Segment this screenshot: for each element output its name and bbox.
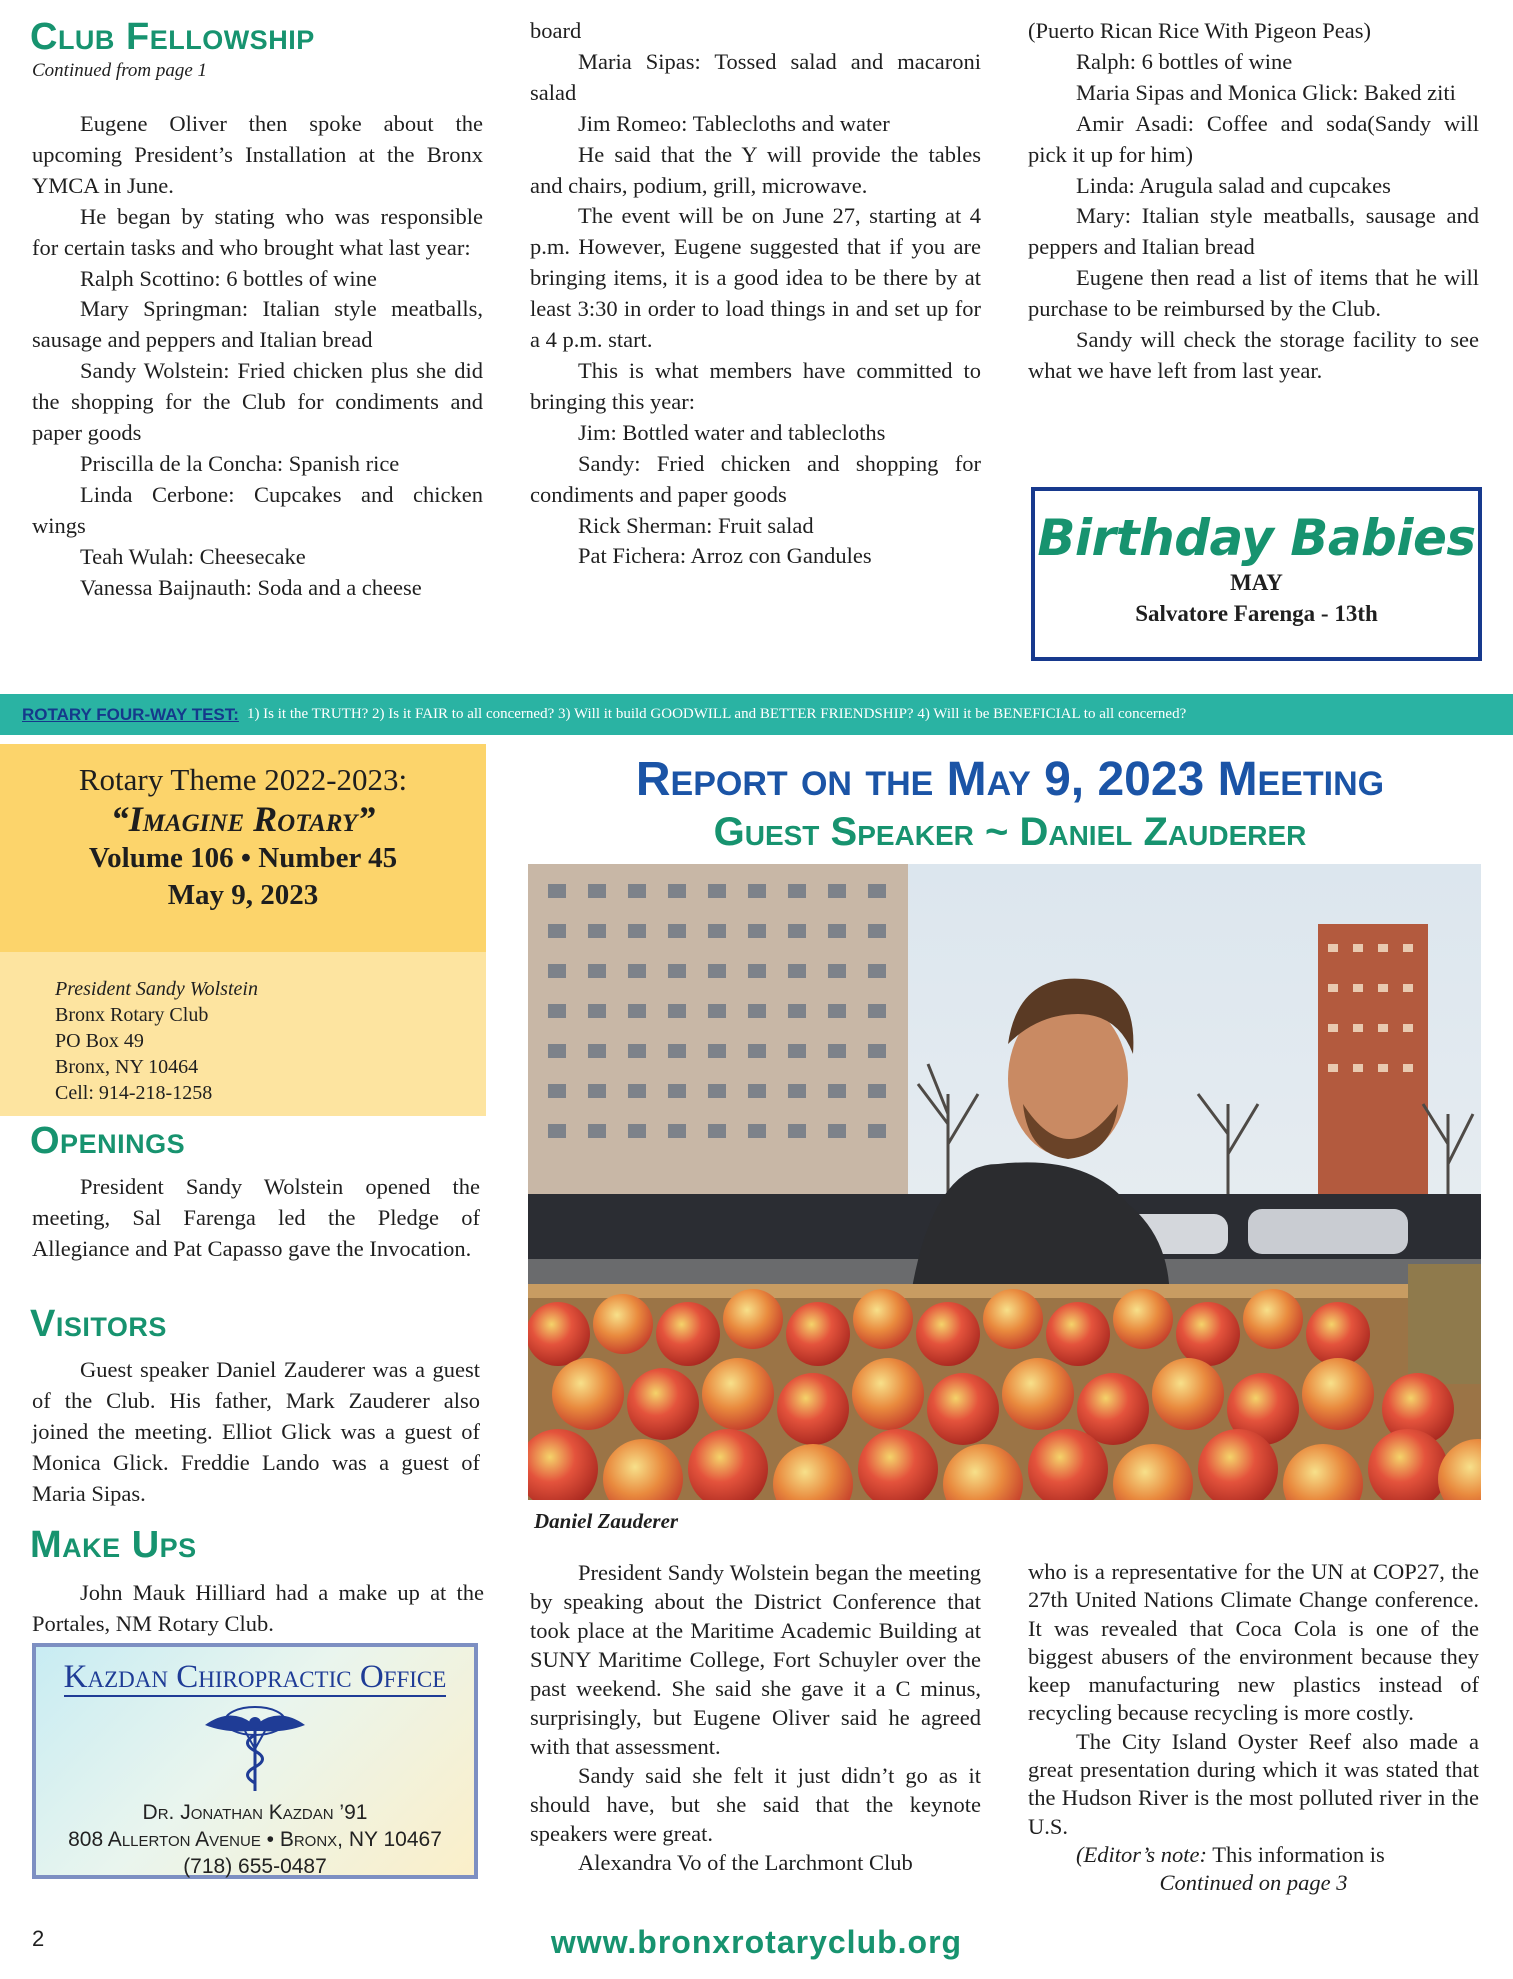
speaker-photo xyxy=(528,864,1481,1500)
paragraph: Jim Romeo: Tablecloths and water xyxy=(578,110,890,136)
page-number: 2 xyxy=(32,1926,45,1951)
paragraph: This is what members have committed to bringing this year: xyxy=(530,357,981,414)
cell-phone: Cell: 914-218-1258 xyxy=(55,1082,213,1104)
paragraph: Rick Sherman: Fruit salad xyxy=(578,512,814,538)
paragraph: President Sandy Wolstein began the meeting by speaking about the District Conference that took place at the Maritime Academic Building at SUNY Maritime College, Fort Schuyler over the past weekend. She said she gave it a C minus, surprisingly, but Eugene Oliver said he agreed with that assessment. xyxy=(530,1560,981,1759)
report-column-right xyxy=(1028,1558,1479,1898)
report-column-left xyxy=(530,1558,981,1877)
theme-slogan: “Imagine Rotary” xyxy=(110,799,376,839)
fellowship-column-3 xyxy=(1028,16,1479,387)
paragraph: Pat Fichera: Arroz con Gandules xyxy=(578,543,872,569)
paragraph: Teah Wulah: Cheesecake xyxy=(80,543,306,569)
fellowship-column-2 xyxy=(530,16,981,572)
birthday-entry: Salvatore Farenga - 13th xyxy=(1135,601,1378,626)
paragraph: Sandy said she felt it just didn’t go as it should have, but she said that the keynote speakers were great. xyxy=(530,1763,981,1846)
paragraph: He said that the Y will provide the tables and chairs, podium, grill, microwave. xyxy=(530,141,981,198)
footer-url[interactable]: www.bronxrotaryclub.org xyxy=(550,1924,963,1960)
paragraph: Maria Sipas and Monica Glick: Baked ziti xyxy=(1076,79,1456,105)
photo-caption: Daniel Zauderer xyxy=(534,1509,679,1533)
club-address-block xyxy=(0,952,486,1116)
editor-note-label: (Editor’s note: xyxy=(1076,1841,1208,1867)
continued-on-note: Continued on page 3 xyxy=(1159,1870,1348,1896)
birthday-title: Birthday Babies xyxy=(1037,509,1476,567)
paragraph: He began by stating who was responsible for certain tasks and who brought what last year: xyxy=(32,203,483,260)
continued-from-note: Continued from page 1 xyxy=(32,60,208,81)
four-way-test-label: ROTARY FOUR-WAY TEST: xyxy=(22,704,239,724)
city-zip: Bronx, NY 10464 xyxy=(55,1056,199,1078)
volume-number: Volume 106 • Number 45 xyxy=(88,842,398,874)
report-right-paragraph-1: who is a representative for the UN at COP27, the 27th United Nations Climate Change conference. It was revealed that Coca Cola is one of the biggest abusers of the environment because they keep manufacturing new plastics instead of recycling because recycling is more costly. xyxy=(1028,1559,1479,1726)
paragraph: Eugene then read a list of items that he will purchase to be reimbursed by the Club. xyxy=(1028,265,1479,322)
kazdan-chiropractic-ad xyxy=(32,1643,478,1879)
paragraph: Jim: Bottled water and tablecloths xyxy=(578,419,886,445)
caduceus-logo-icon xyxy=(200,1703,310,1795)
editor-note xyxy=(1028,1841,1479,1869)
visitors-paragraph: Guest speaker Daniel Zauderer was a guest of the Club. His father, Mark Zauderer also joined the meeting. Elliot Glick was a guest of Monica Glick. Freddie Lando was a guest of Maria Sipas. xyxy=(32,1357,480,1506)
report-subtitle: Guest Speaker ~ Daniel Zauderer xyxy=(713,810,1307,854)
club-name: Bronx Rotary Club xyxy=(55,1004,209,1026)
president-name: President Sandy Wolstein xyxy=(55,978,258,1000)
editor-note-text: This information is xyxy=(1207,1841,1385,1867)
paragraph: Sandy will check the storage facility to see what we have left from last year. xyxy=(1028,327,1479,383)
paragraph: Amir Asadi: Coffee and soda(Sandy will pick it up for him) xyxy=(1028,110,1479,167)
paragraph: Ralph: 6 bottles of wine xyxy=(1076,48,1293,74)
birthday-box xyxy=(1031,487,1482,661)
ad-doctor: Dr. Jonathan Kazdan ’91 xyxy=(142,1801,368,1824)
four-way-test-strip xyxy=(0,694,1513,735)
visitors-title: Visitors xyxy=(30,1303,167,1345)
po-box: PO Box 49 xyxy=(55,1030,144,1052)
paragraph: Alexandra Vo of the Larchmont Club xyxy=(578,1850,913,1875)
openings-title: Openings xyxy=(30,1120,186,1162)
paragraph: Linda Cerbone: Cupcakes and chicken wings xyxy=(32,481,483,538)
rotary-theme: Rotary Theme 2022-2023: xyxy=(78,762,408,797)
paragraph: Sandy: Fried chicken and shopping for condiments and paper goods xyxy=(530,450,981,507)
paragraph: Sandy Wolstein: Fried chicken plus she did the shopping for the Club for condiments and paper goods xyxy=(32,358,483,446)
fellowship-column-1 xyxy=(32,109,483,604)
paragraph: The event will be on June 27, starting at 4 p.m. However, Eugene suggested that if you are bringing items, it is a good idea to be there by at least 3:30 in order to load things in and set up for a 4 p.m. start. xyxy=(530,203,981,353)
birthday-month: MAY xyxy=(1230,570,1283,595)
paragraph: Vanessa Baijnauth: Soda and a cheese xyxy=(80,574,422,600)
paragraph: Priscilla de la Concha: Spanish rice xyxy=(80,450,400,476)
make-ups-title: Make Ups xyxy=(30,1524,197,1566)
ad-address: 808 Allerton Avenue • Bronx, NY 10467 xyxy=(68,1828,442,1851)
ad-title: Kazdan Chiropractic Office xyxy=(63,1659,447,1695)
four-way-test-text: 1) Is it the TRUTH? 2) Is it FAIR to all concerned? 3) Will it build GOODWILL and BETTER FRIENDSHIP? 4) Will it be BENEFICIAL to all concerned? xyxy=(246,706,1187,722)
report-title: Report on the May 9, 2023 Meeting xyxy=(635,753,1385,806)
openings-paragraph: President Sandy Wolstein opened the meeting, Sal Farenga led the Pledge of Allegiance and Pat Capasso gave the Invocation. xyxy=(32,1174,480,1261)
make-ups-paragraph: John Mauk Hilliard had a make up at the Portales, NM Rotary Club. xyxy=(32,1580,484,1636)
speaker-photo-art xyxy=(528,864,1481,1500)
masthead-theme-block xyxy=(0,744,486,952)
visitors-text xyxy=(32,1355,480,1510)
report-right-paragraph-2: The City Island Oyster Reef also made a great presentation during which it was stated that the Hudson River is the most polluted river in the U.S. xyxy=(1028,1728,1479,1839)
paragraph: Eugene Oliver then spoke about the upcoming President’s Installation at the Bronx YMCA in June. xyxy=(32,111,483,198)
masthead-box xyxy=(0,744,486,1116)
paragraph-continuation: (Puerto Rican Rice With Pigeon Peas) xyxy=(1028,18,1371,43)
paragraph-continuation: board xyxy=(530,18,582,43)
paragraph: Mary Springman: Italian style meatballs, sausage and peppers and Italian bread xyxy=(32,296,483,353)
club-fellowship-title: Club Fellowship xyxy=(30,16,315,58)
paragraph: Linda: Arugula salad and cupcakes xyxy=(1076,172,1391,198)
paragraph: Mary: Italian style meatballs, sausage and peppers and Italian bread xyxy=(1028,203,1479,260)
ad-phone: (718) 655-0487 xyxy=(183,1855,327,1878)
paragraph: Maria Sipas: Tossed salad and macaroni salad xyxy=(530,48,981,105)
openings-text xyxy=(32,1172,480,1265)
paragraph: Ralph Scottino: 6 bottles of wine xyxy=(80,265,377,291)
issue-date: May 9, 2023 xyxy=(167,879,319,911)
make-ups-text xyxy=(32,1578,484,1640)
